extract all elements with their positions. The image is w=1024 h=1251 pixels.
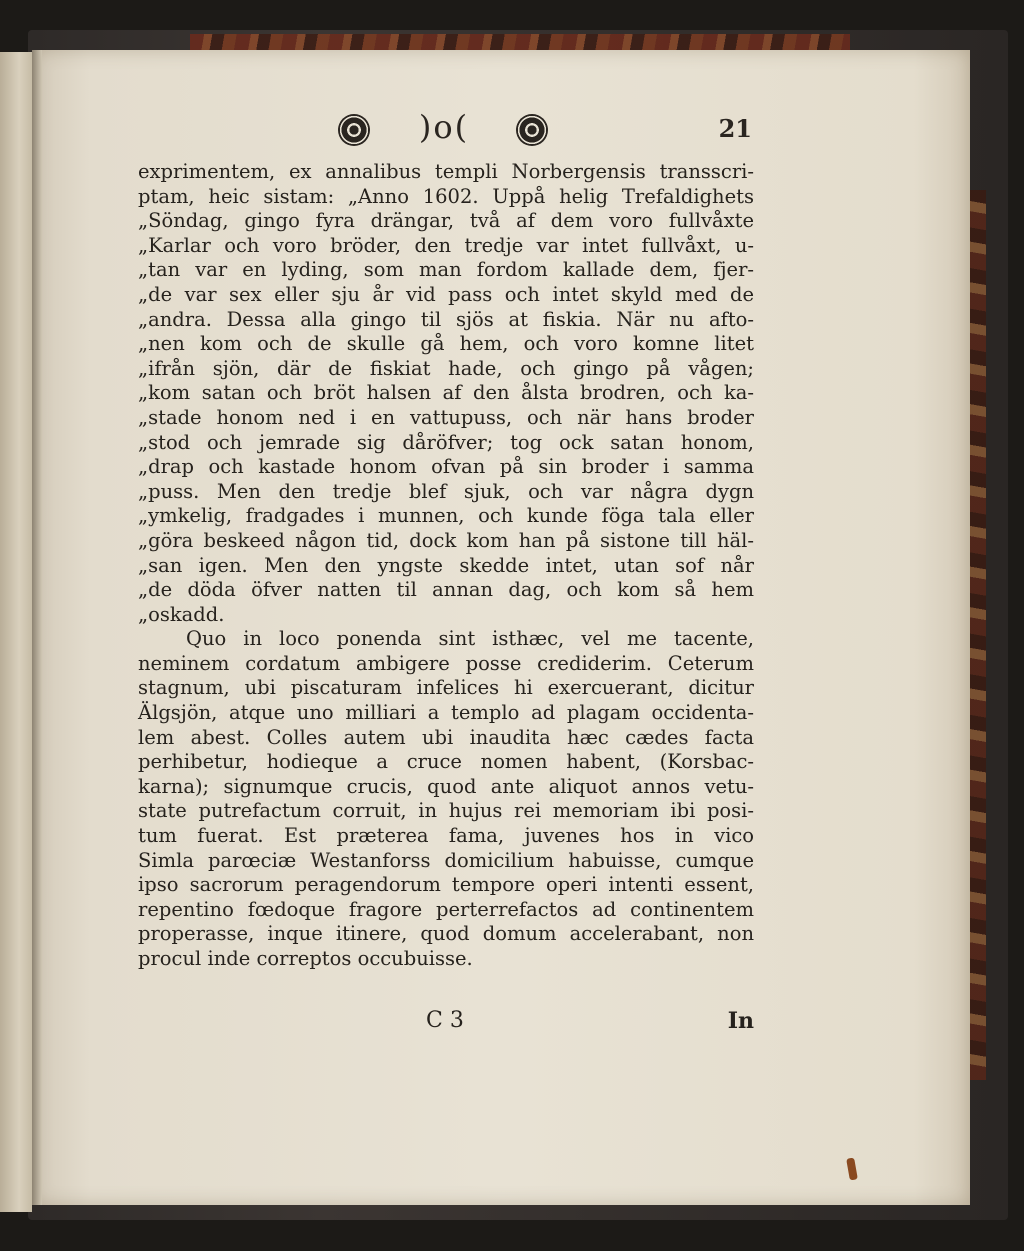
- text-line: perhibetur, hodieque a cruce nomen habent, (Korsbac-: [138, 750, 754, 774]
- flower-ornament-icon: [516, 114, 548, 146]
- text-line: „Söndag, gingo fyra drängar, två af dem voro fullvåxte: [138, 209, 754, 233]
- text-line: lem abest. Colles autem ubi inaudita hæc cædes facta: [138, 725, 754, 749]
- text-line: Quo in loco ponenda sint isthæc, vel me tacente,: [186, 627, 754, 651]
- text-line: properasse, inque itinere, quod domum accelerabant, non: [138, 922, 754, 946]
- page-gutter: [32, 50, 42, 1205]
- text-line: „de var sex eller sju år vid pass och intet skyld med de: [138, 282, 754, 306]
- text-line: Älgsjön, atque uno milliari a templo ad plagam occidenta-: [138, 701, 754, 725]
- text-line: „stod och jemrade sig dåröfver; tog ock satan honom,: [138, 430, 754, 454]
- text-line: „kom satan och bröt halsen af den ålsta brodren, och ka-: [138, 381, 754, 405]
- text-line: „stade honom ned i en vattupuss, och när hans broder: [138, 405, 754, 429]
- text-line: „ymkelig, fradgades i munnen, och kunde föga tala eller: [138, 504, 754, 528]
- page-text: [138, 160, 754, 972]
- text-line: „ifrån sjön, där de fiskiat hade, och gingo på vågen;: [138, 356, 754, 380]
- text-line: procul inde correptos occubuisse.: [138, 947, 473, 970]
- page-number: 21: [718, 114, 752, 143]
- signature-mark: C 3: [426, 1008, 464, 1033]
- left-page-edge: [0, 52, 32, 1212]
- flower-ornament-icon: [338, 114, 370, 146]
- text-line: „göra beskeed någon tid, dock kom han på sistone till häl-: [138, 528, 754, 552]
- text-line: exprimentem, ex annalibus templi Norbergensis transscri-: [138, 160, 754, 183]
- header-ornament: )o(: [418, 108, 470, 146]
- page-footer: [138, 1008, 754, 1038]
- text-line: „Karlar och voro bröder, den tredje var intet fullvåxt, u-: [138, 233, 754, 257]
- text-line: „drap och kastade honom ofvan på sin broder i samma: [138, 455, 754, 479]
- text-line: stagnum, ubi piscaturam infelices hi exercuerant, dicitur: [138, 676, 754, 700]
- text-line: tum fuerat. Est præterea fama, juvenes hos in vico: [138, 824, 754, 848]
- text-line: „san igen. Men den yngste skedde intet, utan sof når: [138, 553, 754, 577]
- text-line: „nen kom och de skulle gå hem, och voro komne litet: [138, 332, 754, 356]
- catchword: In: [727, 1008, 754, 1034]
- text-line: ipso sacrorum peragendorum tempore operi intenti essent,: [138, 873, 754, 897]
- text-line: „puss. Men den tredje blef sjuk, och var några dygn: [138, 479, 754, 503]
- text-line: „oskadd.: [138, 602, 225, 626]
- text-line: repentino fœdoque fragore perterrefactos ad continentem: [138, 897, 754, 921]
- text-line: state putrefactum corruit, in hujus rei memoriam ibi posi-: [138, 799, 754, 823]
- text-line: karna); signumque crucis, quod ante aliquot annos vetu-: [138, 774, 754, 798]
- text-line: neminem cordatum ambigere posse crediderim. Ceterum: [138, 651, 754, 675]
- page-header: [140, 108, 752, 148]
- marbled-edge-side: [968, 190, 986, 1080]
- text-line: „andra. Dessa alla gingo til sjös at fiskia. När nu afto-: [138, 307, 754, 331]
- text-line: „de döda öfver natten til annan dag, och kom så hem: [138, 578, 754, 602]
- text-line: „tan var en lyding, som man fordom kallade dem, fjer-: [138, 258, 754, 282]
- text-line: ptam, heic sistam: „Anno 1602. Uppå helig Trefaldighets: [138, 184, 754, 208]
- text-line: Simla parœciæ Westanforss domicilium habuisse, cumque: [138, 848, 754, 872]
